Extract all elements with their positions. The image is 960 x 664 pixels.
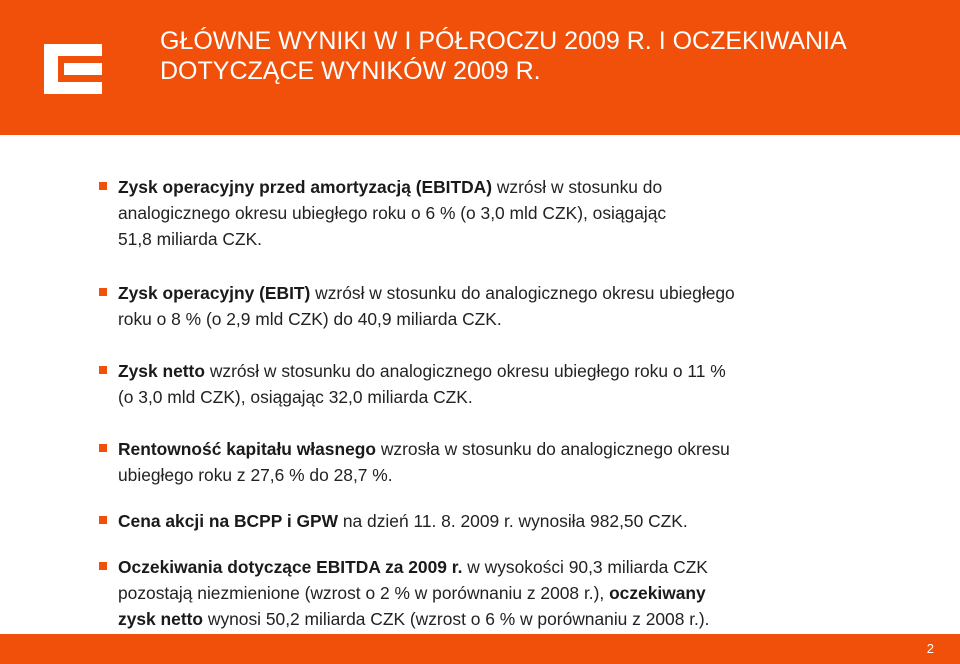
bullet-line: [118, 384, 876, 410]
bullet-item: [96, 436, 876, 488]
bullet-bold-text: oczekiwany: [609, 583, 706, 603]
bullet-item: [96, 554, 876, 632]
bullet-line: [118, 436, 876, 462]
bullet-text: wzrosła w stosunku do analogicznego okresu: [376, 439, 730, 459]
footer-bar: [0, 634, 960, 664]
bullet-item: [96, 280, 876, 332]
bullet-text: ubiegłego roku z 27,6 % do 28,7 %.: [118, 465, 393, 485]
bullet-line: [118, 280, 876, 306]
bullet-square-icon: [99, 516, 107, 524]
bullet-bold-text: Cena akcji na BCPP i GPW: [118, 511, 339, 531]
page-number: 2: [926, 641, 934, 656]
bullet-line: [118, 226, 876, 252]
bullet-text: w wysokości 90,3 miliarda CZK: [462, 557, 708, 577]
bullet-line: [118, 462, 876, 488]
bullet-list: [96, 174, 876, 632]
bullet-square-icon: [99, 562, 107, 570]
bullet-text: roku o 8 % (o 2,9 mld CZK) do 40,9 miliarda CZK.: [118, 309, 502, 329]
bullet-line: [118, 358, 876, 384]
slide-title-line-1: GŁÓWNE WYNIKI W I PÓŁROCZU 2009 R. I OCZEKIWANIA: [160, 27, 847, 55]
bullet-line: [118, 554, 876, 580]
bullet-square-icon: [99, 444, 107, 452]
bullet-text: wynosi 50,2 miliarda CZK (wzrost o 6 % w porównaniu z 2008 r.).: [203, 609, 710, 629]
bullet-text: (o 3,0 mld CZK), osiągając 32,0 miliarda CZK.: [118, 387, 473, 407]
bullet-square-icon: [99, 182, 107, 190]
bullet-item: [96, 508, 876, 534]
bullet-line: [118, 306, 876, 332]
bullet-text: wzrósł w stosunku do: [492, 177, 663, 197]
bullet-bold-text: zysk netto: [118, 609, 204, 629]
bullet-line: [118, 200, 876, 226]
bullet-bold-text: Zysk operacyjny (EBIT): [118, 283, 311, 303]
bullet-bold-text: Rentowność kapitału własnego: [118, 439, 377, 459]
bullet-text: na dzień 11. 8. 2009 r. wynosiła 982,50 CZK.: [338, 511, 688, 531]
bullet-text: pozostają niezmienione (wzrost o 2 % w porównaniu z 2008 r.),: [118, 583, 610, 603]
bullet-text: wzrósł w stosunku do analogicznego okresu ubiegłego roku o 11 %: [204, 361, 726, 381]
bullet-line: [118, 580, 876, 606]
bullet-square-icon: [99, 288, 107, 296]
title-bar: [0, 0, 960, 135]
bullet-item: [96, 358, 876, 410]
slide-title: [160, 26, 940, 86]
slide-title-line-2: DOTYCZĄCE WYNIKÓW 2009 R.: [160, 57, 541, 85]
company-logo-icon: [44, 44, 102, 94]
bullet-bold-text: Zysk netto: [118, 361, 205, 381]
bullet-text: 51,8 miliarda CZK.: [118, 229, 263, 249]
bullet-line: [118, 606, 876, 632]
bullet-square-icon: [99, 366, 107, 374]
bullet-line: [118, 174, 876, 200]
bullet-text: analogicznego okresu ubiegłego roku o 6 % (o 3,0 mld CZK), osiągając: [118, 203, 667, 223]
bullet-bold-text: Oczekiwania dotyczące EBITDA za 2009 r.: [118, 557, 463, 577]
bullet-item: [96, 174, 876, 252]
bullet-bold-text: Zysk operacyjny przed amortyzacją (EBITDA): [118, 177, 493, 197]
bullet-text: wzrósł w stosunku do analogicznego okresu ubiegłego: [310, 283, 735, 303]
bullet-line: [118, 508, 876, 534]
